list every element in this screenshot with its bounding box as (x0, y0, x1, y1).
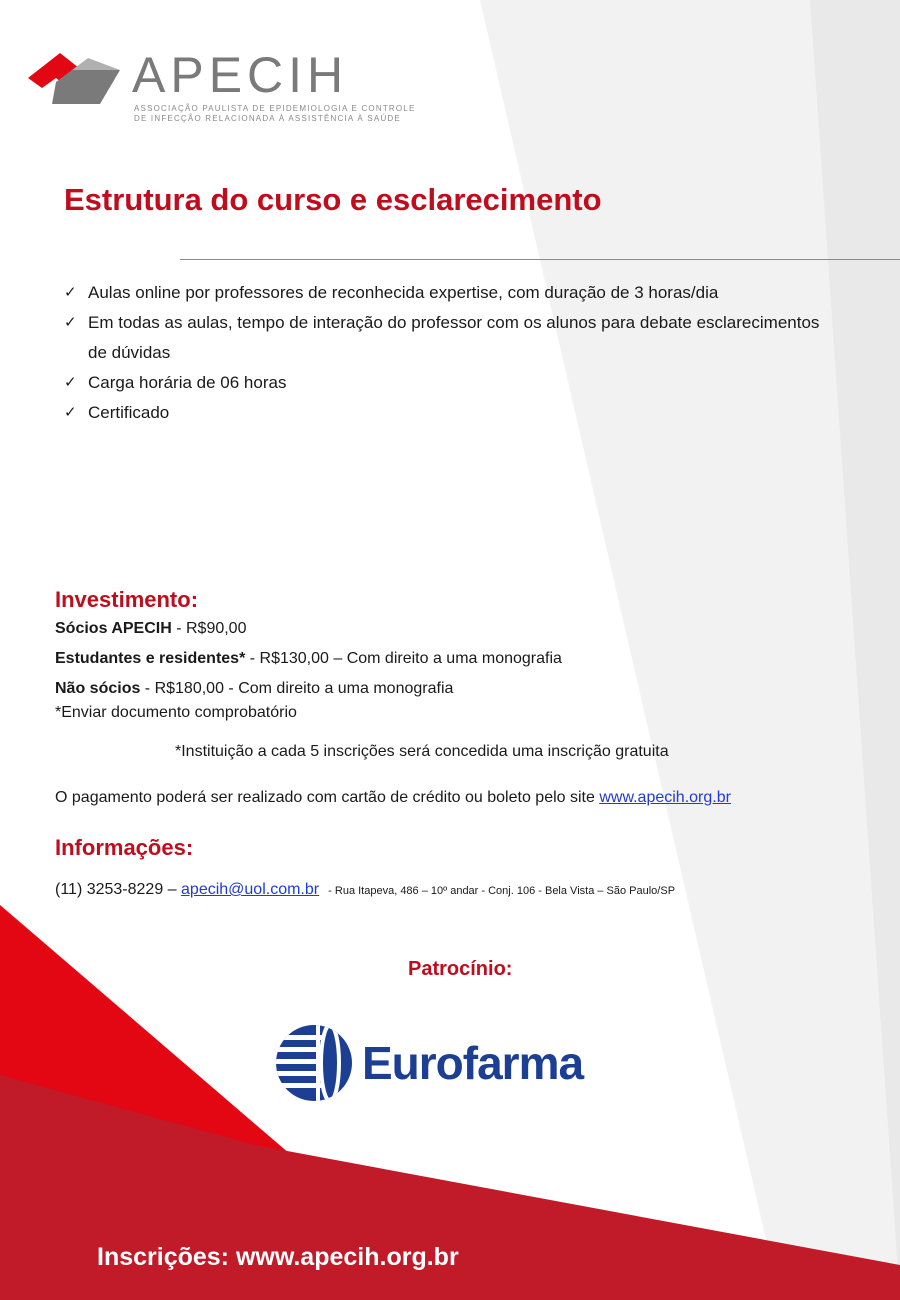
logo-subtitle-line2: DE INFECÇÃO RELACIONADA À ASSISTÊNCIA À SAÚDE (134, 114, 401, 123)
list-item: ✓ Em todas as aulas, tempo de interação do professor com os alunos para debate esclarecimentos de dúvidas (62, 308, 822, 368)
list-item: ✓ Certificado (62, 398, 822, 428)
logo-subtitle-line1: ASSOCIAÇÃO PAULISTA DE EPIDEMIOLOGIA E CONTROLE (134, 104, 416, 113)
section-title: Estrutura do curso e esclarecimento (64, 182, 602, 217)
list-item: ✓ Aulas online por professores de reconhecida expertise, com duração de 3 horas/dia (62, 278, 822, 308)
price-estudantes: Estudantes e residentes* - R$130,00 – Com direito a uma monografia (55, 650, 562, 667)
address: - Rua Itapeva, 486 – 10º andar - Conj. 106 - Bela Vista – São Paulo/SP (325, 885, 676, 897)
website-link[interactable]: www.apecih.org.br (599, 789, 731, 806)
contact-line (55, 881, 675, 899)
apecih-logo (28, 47, 416, 130)
check-icon: ✓ (64, 284, 77, 301)
document-note: *Enviar documento comprobatório (55, 704, 297, 721)
check-icon: ✓ (64, 314, 77, 331)
info-heading: Informações: (55, 835, 194, 860)
apecih-logo-icon (28, 50, 124, 110)
price-nao-socios: Não sócios - R$180,00 - Com direito a uma monografia (55, 680, 454, 697)
sponsor-logo (256, 1007, 622, 1119)
check-icon: ✓ (64, 374, 77, 391)
phone-number: (11) 3253-8229 – (55, 881, 182, 898)
price-socios: Sócios APECIH - R$90,00 (55, 620, 247, 637)
eurofarma-globe-icon (272, 1021, 356, 1105)
logo-wordmark: APECIH (132, 47, 349, 103)
list-item: ✓ Carga horária de 06 horas (62, 368, 822, 398)
payment-info: O pagamento poderá ser realizado com cartão de crédito ou boleto pelo site www.apecih.org.br (55, 789, 731, 806)
check-icon: ✓ (64, 404, 77, 421)
investment-heading: Investimento: (55, 587, 199, 612)
sponsorship-heading: Patrocínio: (408, 958, 513, 980)
email-link[interactable]: apecih@uol.com.br (181, 881, 320, 898)
institution-note: *Instituição a cada 5 inscrições será concedida uma inscrição gratuita (175, 743, 669, 760)
sponsor-name: Eurofarma (362, 1037, 584, 1089)
course-features-list (62, 278, 822, 428)
footer-registration[interactable]: Inscrições: www.apecih.org.br (97, 1243, 459, 1271)
divider (180, 259, 900, 260)
